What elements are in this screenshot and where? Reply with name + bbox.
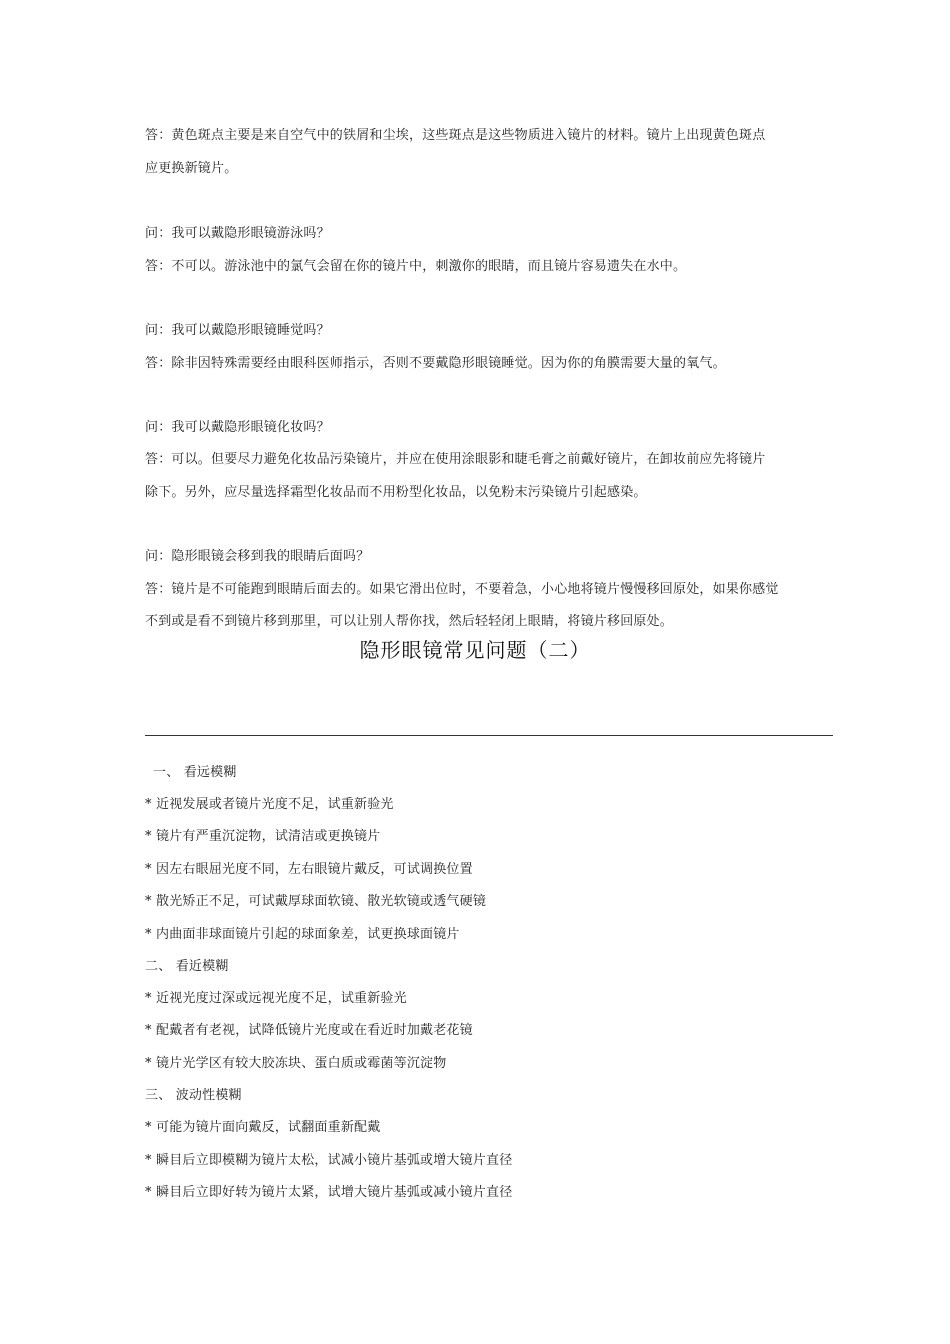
answer-2: 答：不可以。游泳池中的氯气会留在你的镜片中，刺激你的眼睛，而且镜片容易遗失在水中。	[145, 259, 687, 274]
list-item: * 瞬目后立即好转为镜片太紧，试增大镜片基弧或减小镜片直径	[145, 1185, 513, 1200]
list-item: * 配戴者有老视，试降低镜片光度或在看近时加戴老花镜	[145, 1023, 473, 1038]
answer-5-line-1: 答：镜片是不可能跑到眼睛后面去的。如果它滑出位时，不要着急，小心地将镜片慢慢移回原处，如果你感觉	[145, 582, 779, 597]
list-item: * 近视光度过深或远视光度不足，试重新验光	[145, 991, 407, 1006]
list-item: * 因左右眼屈光度不同，左右眼镜片戴反，可试调换位置	[145, 862, 473, 877]
question-2: 问：我可以戴隐形眼镜游泳吗？	[145, 226, 330, 241]
list-item: * 镜片有严重沉淀物，试清洁或更换镜片	[145, 829, 381, 844]
answer-5-line-2: 不到或是看不到镜片移到那里，可以让别人帮你找，然后轻轻闭上眼睛，将镜片移回原处。	[145, 614, 674, 629]
list-item: * 内曲面非球面镜片引起的球面象差，试更换球面镜片	[145, 927, 460, 942]
section-title: 隐形眼镜常见问题（二）	[359, 638, 591, 662]
answer-4-line-1: 答：可以。但要尽力避免化妆品污染镜片，并应在使用涂眼影和睫毛膏之前戴好镜片，在卸妆前应先将镜片	[145, 452, 766, 467]
list-item: * 可能为镜片面向戴反，试翻面重新配戴	[145, 1120, 381, 1135]
question-3: 问：我可以戴隐形眼镜睡觉吗？	[145, 323, 330, 338]
question-4: 问：我可以戴隐形眼镜化妆吗？	[145, 420, 330, 435]
list-item: * 瞬目后立即模糊为镜片太松，试减小镜片基弧或增大镜片直径	[145, 1153, 513, 1168]
answer-3: 答：除非因特殊需要经由眼科医师指示，否则不要戴隐形眼镜睡觉。因为你的角膜需要大量的氧气。	[145, 356, 726, 371]
answer-1-line-1: 答：黄色斑点主要是来自空气中的铁屑和尘埃，这些斑点是这些物质进入镜片的材料。镜片上出现黄色斑点	[145, 128, 766, 143]
answer-4-line-2: 除下。另外，应尽量选择霜型化妆品而不用粉型化妆品，以免粉末污染镜片引起感染。	[145, 485, 647, 500]
question-5: 问：隐形眼镜会移到我的眼睛后面吗？	[145, 549, 370, 564]
answer-1-line-2: 应更换新镜片。	[145, 161, 238, 176]
list-item: * 镜片光学区有较大胶冻块、蛋白质或霉菌等沉淀物	[145, 1056, 447, 1071]
part-1-heading: 一、 看远模糊	[153, 765, 237, 780]
part-2-heading: 二、 看近模糊	[145, 959, 229, 974]
list-item: * 近视发展或者镜片光度不足，试重新验光	[145, 797, 394, 812]
horizontal-rule	[145, 735, 833, 736]
list-item: * 散光矫正不足，可试戴厚球面软镜、散光软镜或透气硬镜	[145, 894, 487, 909]
part-3-heading: 三、 波动性模糊	[145, 1088, 242, 1103]
